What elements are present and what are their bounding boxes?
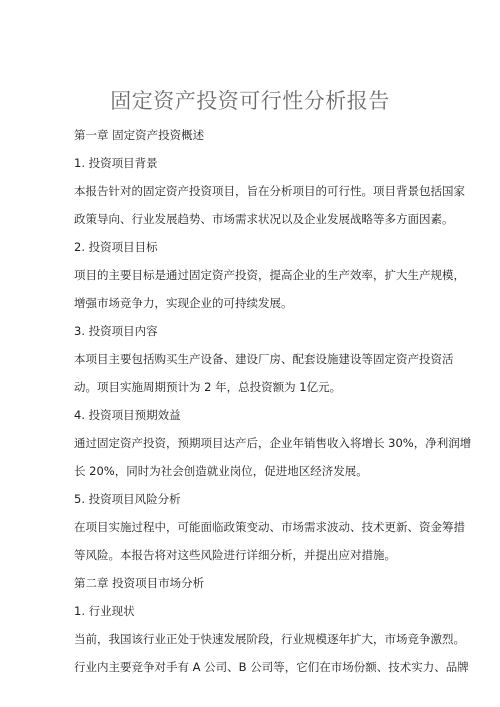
section-1-2-heading: 2. 投资项目目标 (74, 240, 158, 254)
paragraph-line: 项目的主要目标是通过固定资产投资，提高企业的生产效率，扩大生产规模， (74, 268, 465, 282)
paragraph-line: 增强市场竞争力，实现企业的可持续发展。 (74, 296, 293, 310)
paragraph-line: 等风险。本报告将对这些风险进行详细分析，并提出应对措施。 (74, 548, 396, 562)
paragraph-line: 本报告针对的固定资产投资项目，旨在分析项目的可行性。项目背景包括国家 (74, 184, 465, 198)
paragraph-line: 政策导向、行业发展趋势、市场需求状况以及企业发展战略等多方面因素。 (74, 212, 454, 226)
chapter-1-heading: 第一章 固定资产投资概述 (74, 128, 205, 142)
section-2-1-paragraph (74, 632, 469, 674)
section-1-2-paragraph (74, 268, 465, 310)
paragraph-line: 通过固定资产投资，预期项目达产后，企业年销售收入将增长 30%，净利润增 (74, 436, 472, 450)
section-2-1-heading: 1. 行业现状 (74, 604, 135, 618)
section-1-3-heading: 3. 投资项目内容 (74, 324, 158, 338)
paragraph-line: 行业内主要竞争对手有 A 公司、B 公司等，它们在市场份额、技术实力、品牌 (74, 660, 469, 674)
section-1-4-heading: 4. 投资项目预期效益 (74, 408, 181, 422)
chapter-2-heading: 第二章 投资项目市场分析 (74, 576, 205, 590)
section-1-1-paragraph (74, 184, 465, 226)
document-title: 固定资产投资可行性分析报告 (110, 89, 390, 113)
section-1-3-paragraph (74, 352, 454, 394)
paragraph-line: 长 20%，同时为社会创造就业岗位，促进地区经济发展。 (74, 464, 368, 478)
paragraph-line: 在项目实施过程中，可能面临政策变动、市场需求波动、技术更新、资金筹措 (74, 520, 465, 534)
document-body (74, 128, 472, 674)
paragraph-line: 本项目主要包括购买生产设备、建设厂房、配套设施建设等固定资产投资活 (74, 352, 454, 366)
section-1-1-heading: 1. 投资项目背景 (74, 156, 158, 170)
paragraph-line: 当前，我国该行业正处于快速发展阶段，行业规模逐年扩大，市场竞争激烈。 (74, 632, 465, 646)
section-1-4-paragraph (74, 436, 472, 478)
paragraph-line: 动。项目实施周期预计为 2 年，总投资额为 1亿元。 (74, 380, 342, 394)
section-1-5-heading: 5. 投资项目风险分析 (74, 492, 181, 506)
section-1-5-paragraph (74, 520, 465, 562)
